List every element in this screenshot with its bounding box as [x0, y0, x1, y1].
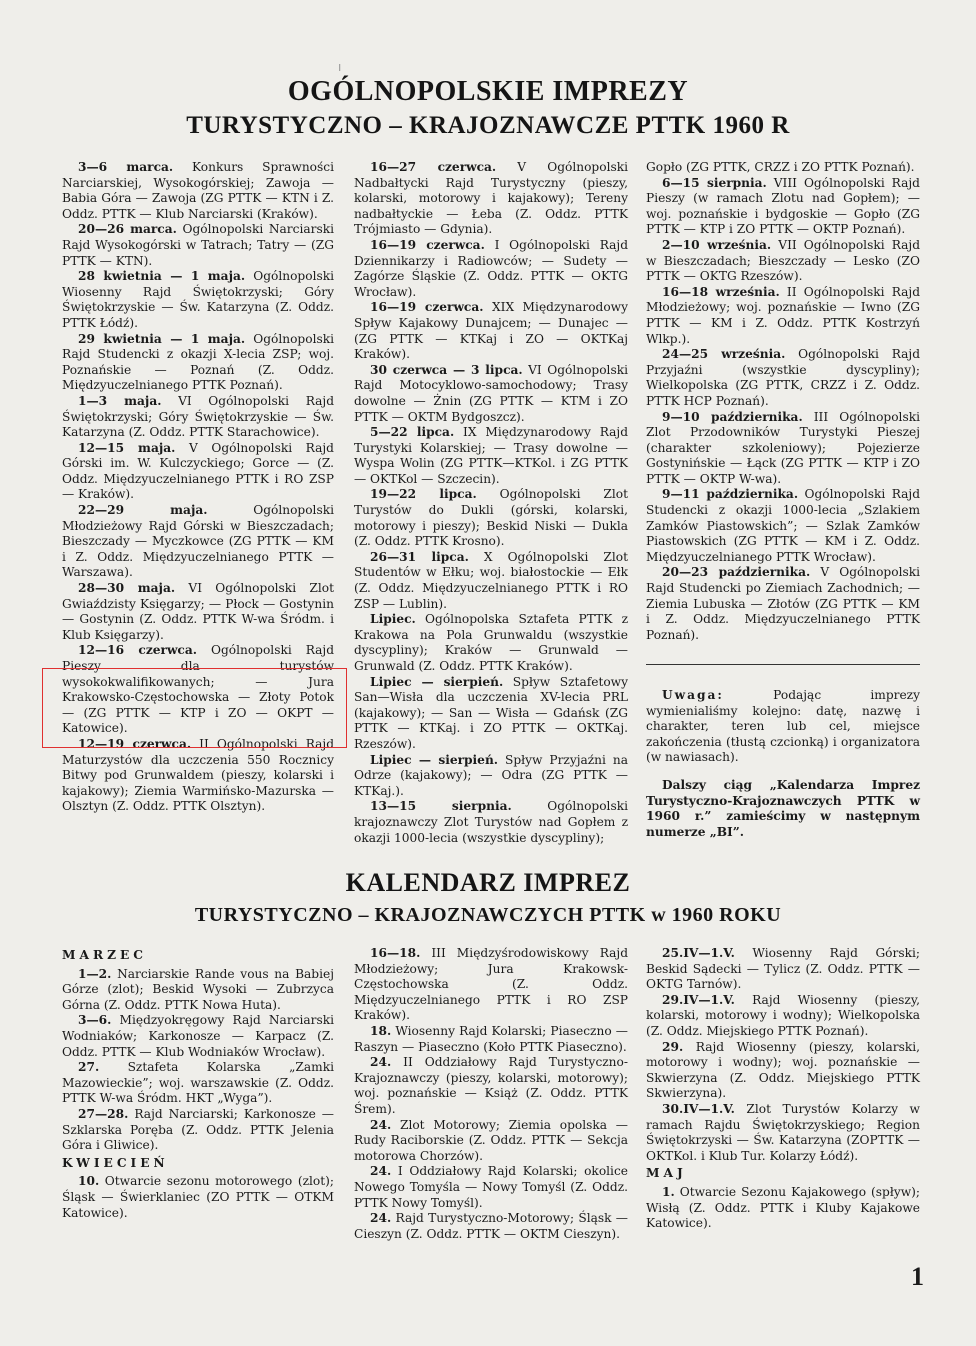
calendar-entry	[354, 425, 628, 487]
entry-text: II Ogólnopolski Rajd Młodzieżowy; woj. poznańskie — Iwno (ZG PTTK — KM i Z. Oddz. PTTK Kostrzyń Wlkp.).	[646, 284, 921, 346]
calendar-entry	[354, 612, 628, 674]
calendar-entry	[354, 550, 628, 612]
entry-date: 29 kwietnia — 1 maja.	[78, 331, 246, 346]
calendar-entry	[354, 1024, 628, 1055]
entry-text: III Ogólnopolski Zlot Przodowników Turystyki Pieszej (charakter szkoleniowy); Pojezierze Gostynińskie — Łąck (ZG PTTK — KTP i ZO PTTK — OKTP W-wa).	[646, 409, 920, 486]
calendar-entry	[646, 487, 920, 565]
entry-date: 19—22 lipca.	[370, 487, 477, 502]
entry-text: Narciarskie Rande vous na Babiej Górze (zlot); Beskid Wysoki — Zubrzyca Górna (Z. Oddz. PTTK Nowa Huta).	[62, 966, 334, 1012]
entry-date: 3—6 marca.	[78, 160, 174, 174]
entry-text: Ogólnopolski Rajd Przyjaźni (wszystkie dyscypliny); Wielkopolska (ZG PTTK, CRZZ i Z. Oddz. PTTK HCP Poznań).	[646, 347, 920, 408]
calendar-entry	[646, 347, 920, 409]
entry-date: 9—11 października.	[662, 487, 799, 502]
calendar-entry	[62, 222, 334, 269]
entry-date: Lipiec.	[370, 612, 416, 627]
highlight-box	[42, 668, 347, 748]
entry-text: XIX Międzynarodowy Spływ Kajakowy Dunajcem; — Dunajec — (ZG PTTK — KTKaj i ZO — OKTKaj Kraków).	[354, 300, 628, 362]
entry-date: 16—27 czerwca.	[370, 160, 497, 174]
calendar-entry	[646, 1040, 920, 1102]
section2-column-3	[646, 946, 920, 1232]
entry-date: 16—19 czerwca.	[370, 237, 485, 252]
entry-date: 22—29 maja.	[78, 503, 208, 518]
calendar-entry	[646, 176, 920, 238]
calendar-entry	[354, 238, 628, 300]
calendar-entry	[646, 1102, 920, 1164]
entry-date: 1—2.	[78, 966, 112, 981]
calendar-entry	[62, 581, 334, 643]
entry-text: I Ogólnopolski Rajd Dziennikarzy i Radiowców; — Sudety — Zagórze Śląskie (Z. Oddz. PTTK — OKTG Wrocław).	[354, 237, 629, 299]
continuation-note: Dalszy ciąg „Kalendarza Imprez Turystyczno-Krajoznawczych PTTK w 1960 r.” zamieścimy w następnym numerze „BI”.	[646, 777, 920, 839]
entry-date: 2—10 września.	[662, 237, 772, 252]
entry-date: 30.IV—1.V.	[662, 1101, 735, 1116]
calendar-entry	[62, 269, 334, 331]
scan-mark: ı	[338, 60, 342, 74]
entry-date: 28 kwietnia — 1 maja.	[78, 269, 246, 284]
entry-text: VI Ogólnopolski Zlot Gwiaździsty Księgarzy; — Płock — Gostynin — Gostynin (Z. Oddz. PTTK W-wa Śródm. i Klub Księgarzy).	[62, 581, 334, 642]
entry-text: Rajd Narciarski; Karkonosze — Szklarska Poręba (Z. Oddz. PTTK Jelenia Góra i Gliwice).	[62, 1106, 334, 1153]
calendar-entry	[354, 946, 628, 1024]
calendar-entry	[62, 394, 334, 441]
entry-text: III Międzyśrodowiskowy Rajd Młodzieżowy; Jura Krakowsk-Częstochowska (Z. Oddz. Międzyuczelnianego PTTK i RO ZSP Kraków).	[354, 946, 628, 1023]
page-number: 1	[911, 1262, 924, 1291]
calendar-entry	[62, 332, 334, 394]
calendar-entry	[646, 285, 920, 347]
entry-date: Lipiec — sierpień.	[370, 674, 504, 689]
calendar-entry	[646, 1185, 920, 1232]
column-divider-rule	[646, 664, 920, 665]
entry-text: Wiosenny Rajd Kolarski; Piaseczno — Raszyn — Piaseczno (Koło PTTK Piaseczno).	[354, 1023, 628, 1054]
entry-date: 20—26 marca.	[78, 222, 177, 237]
calendar-entry	[354, 1164, 628, 1211]
entry-date: 26—31 lipca.	[370, 549, 469, 564]
calendar-entry	[62, 1174, 334, 1221]
calendar-entry	[646, 993, 920, 1040]
section1-column-3	[646, 160, 920, 643]
entry-date: 9—10 października.	[662, 409, 803, 424]
entry-text: VII Ogólnopolski Rajd w Bieszczadach; Bieszczady — Lesko (ZO PTTK — OKTG Rzeszów).	[646, 237, 921, 284]
entry-text: Ogólnopolski Rajd Studencki z okazji X-lecia ZSP; woj. Poznańskie — Poznań (Z. Oddz. Międzyuczelnianego PTTK Poznań).	[62, 331, 334, 393]
entry-date: 25.IV—1.V.	[662, 946, 735, 960]
calendar-entry	[354, 487, 628, 549]
note-text: Podając imprezy wymienialiśmy kolejno: datę, nazwę i charakter, teren lub cel, miejsce zakończenia (tłustą czcionką) i organizatora (w nawiasach).	[646, 688, 920, 765]
entry-text: Gopło (ZG PTTK, CRZZ i ZO PTTK Poznań).	[646, 160, 915, 174]
entry-text: IX Międzynarodowy Rajd Turystyki Kolarskiej; — Trasy dowolne — Wyspa Wolin (ZG PTTK—KTKol. i ZG PTTK — OKTKol — Szczecin).	[354, 425, 628, 486]
calendar-entry	[646, 160, 920, 176]
entry-text: Ogólnopolska Sztafeta PTTK z Krakowa na Pola Grunwaldu (wszystkie dyscypliny); Kraków — Grunwald — Grunwald (Z. Oddz. PTTK Kraków).	[354, 612, 628, 673]
entry-date: 12—16 czerwca.	[78, 643, 197, 658]
entry-date: 1—3 maja.	[78, 393, 162, 408]
entry-date: 3—6.	[78, 1013, 112, 1028]
entry-date: 10.	[78, 1174, 100, 1189]
calendar-entry	[354, 1118, 628, 1165]
entry-text: II Oddziałowy Rajd Turystyczno-Krajoznawczy (pieszy, kolarski, motorowy); woj. poznańskie — Książ (Z. Oddz. PTTK Śrem).	[354, 1055, 628, 1116]
calendar-entry	[646, 565, 920, 643]
calendar-entry	[62, 1060, 334, 1107]
entry-text: Ogólnopolski Wiosenny Rajd Świętokrzyski; Góry Świętokrzyskie — Św. Katarzyna (Z. Oddz. PTTK Łódź).	[62, 269, 334, 330]
entry-text: Ogólnopolski Rajd Studencki z okazji 1000-lecia „Szlakiem Zamków Piastowskich”; — Szlak Zamków Piastowskich (ZG PTTK — KM i Z. Oddz. Międzyuczelnianego PTTK Wrocław).	[646, 487, 920, 564]
entry-date: 29.	[662, 1039, 684, 1054]
calendar-entry	[62, 737, 334, 815]
entry-text: Zlot Turystów Kolarzy w ramach Rajdu Świętokrzyskiego; Region Świętokrzyski — Św. Katarzyna (ZOPTTK — OKTKol. i Klub Tur. Kolarzy Łódź).	[646, 1101, 920, 1163]
entry-text: Ogólnopolski Zlot Turystów do Dukli (górski, kolarski, motorowy i pieszy); Beskid Niski — Dukla (Z. Oddz. PTTK Krosno).	[354, 487, 628, 549]
entry-text: VI Ogólnopolski Rajd Świętokrzyski; Góry Świętokrzyskie — Św. Katarzyna (Z. Oddz. PTTK Starachowice).	[62, 393, 334, 440]
calendar-entry	[354, 1055, 628, 1117]
entry-date: 24.	[370, 1117, 392, 1132]
calendar-entry	[354, 675, 628, 753]
calendar-entry	[646, 238, 920, 285]
entry-text: Rajd Wiosenny (pieszy, kolarski, motorowy i wodny); woj. poznańskie — Skwierzyna (Z. Oddz. Miejskiego PTTK Skwierzyna).	[646, 1039, 920, 1101]
entry-date: 24.	[370, 1164, 392, 1179]
entry-text: Ogólnopolski Młodzieżowy Rajd Górski w Bieszczadach; Bieszczady — Myczkowce (ZG PTTK — KM i Z. Oddz. Międzyuczelnianego PTTK — Warszawa).	[62, 503, 334, 580]
entry-text: Ogólnopolski Narciarski Rajd Wysokogórski w Tatrach; Tatry — (ZG PTTK — KTN).	[62, 222, 334, 268]
entry-text: Rajd Wiosenny (pieszy, kolarski, motorowy i wodny); Wielkopolska (Z. Oddz. Miejskiego PTTK Poznań).	[646, 992, 920, 1038]
entry-date: 18.	[370, 1023, 392, 1038]
entry-date: 12—19 czerwca.	[78, 736, 192, 751]
calendar-entry	[62, 441, 334, 503]
section2-column-1	[62, 946, 334, 1221]
entry-date: 16—19 czerwca.	[370, 300, 484, 315]
header2-line2: TURYSTYCZNO – KRAJOZNAWCZYCH PTTK w 1960 ROKU	[194, 904, 782, 926]
entry-date: 5—22 lipca.	[370, 425, 455, 440]
entry-date: 30 czerwca — 3 lipca.	[370, 362, 523, 377]
entry-text: Sztafeta Kolarska „Zamki Mazowieckie”; woj. warszawskie (Z. Oddz. PTTK W-wa Śródm. HKT „Wyga”).	[62, 1060, 334, 1106]
entry-date: 12—15 maja.	[78, 440, 176, 455]
entry-date: 29.IV—1.V.	[662, 992, 735, 1007]
entry-date: 24.	[370, 1211, 392, 1226]
entry-text: V Ogólnopolski Rajd Górski im. W. Kulczyckiego; Gorce — (Z. Oddz. Międzyuczelnianego PTTK i RO ZSP — Kraków).	[62, 440, 334, 502]
calendar-entry	[62, 1013, 334, 1060]
entry-text: V Ogólnopolski Rajd Studencki po Ziemiach Zachodnich; — Ziemia Lubuska — Złotów (ZG PTTK — KM i Z. Oddz. Międzyuczelnianego PTTK Poznań).	[646, 565, 921, 642]
calendar-entry	[646, 410, 920, 488]
entry-date: 27.	[78, 1060, 100, 1075]
calendar-entry	[62, 967, 334, 1014]
calendar-entry	[354, 160, 628, 238]
entry-date: 20—23 października.	[662, 565, 811, 580]
entry-date: 27—28.	[78, 1106, 129, 1121]
calendar-entry	[354, 753, 628, 800]
entry-date: 24—25 września.	[662, 347, 786, 362]
calendar-entry	[62, 503, 334, 581]
calendar-entry	[354, 300, 628, 362]
entry-date: 6—15 sierpnia.	[662, 175, 767, 190]
month-heading-kwiecien: KWIECIEŃ	[62, 1155, 169, 1170]
entry-text: Ogólnopolski Rajd Pieszy dla turystów wysokokwalifikowanych; — Jura Krakowsko-Częstochowska — Złoty Potok — (ZG PTTK — KTP i ZO — OKPT — Katowice).	[62, 643, 334, 736]
calendar-entry	[354, 363, 628, 425]
month-heading-marzec: MARZEC	[62, 948, 147, 962]
entry-text: Otwarcie sezonu motorowego (zlot); Śląsk — Świerklaniec (ZO PTTK — OTKM Katowice).	[62, 1174, 334, 1220]
calendar-entry	[62, 160, 334, 222]
section1-column-2	[354, 160, 628, 846]
entry-date: 16—18.	[370, 946, 421, 960]
entry-text: Międzyokręgowy Rajd Narciarski Wodniaków; Karkonosze — Karpacz (Z. Oddz. PTTK — Klub Wodniaków Wrocław).	[62, 1013, 334, 1059]
month-heading-maj: MAJ	[646, 1166, 687, 1181]
entry-text: Zlot Motorowy; Ziemia opolska — Rudy Raciborskie (Z. Oddz. PTTK — Sekcja motorowa Chorzów).	[354, 1117, 628, 1163]
entry-text: VI Ogólnopolski Rajd Motocyklowo-samochodowy; Trasy dowolne — Żnin (ZG PTTK — KTM i ZO PTTK — OKTM Bydgoszcz).	[354, 362, 628, 424]
entry-date: Lipiec — sierpień.	[370, 752, 499, 767]
entry-text: Ogólnopolski krajoznawczy Zlot Turystów nad Gopłem z okazji 1000-lecia (wszystkie dyscypliny);	[354, 799, 628, 845]
calendar-entry	[354, 1211, 628, 1242]
calendar-entry	[646, 946, 920, 993]
header2-line1: KALENDARZ IMPREZ	[345, 868, 631, 897]
entry-text: VIII Ogólnopolski Rajd Pieszy (w ramach Zlotu nad Gopłem); — woj. poznańskie i bydgoskie — Gopło (ZG PTTK — KTP i ZO PTTK — OKTP Poznań).	[646, 175, 920, 237]
entry-text: Wiosenny Rajd Górski; Beskid Sądecki — Tylicz (Z. Oddz. PTTK — OKTG Tarnów).	[646, 946, 920, 992]
section2-column-2	[354, 946, 628, 1242]
entry-date: 24.	[370, 1055, 392, 1070]
entry-text: Spływ Sztafetowy San—Wisła dla uczczenia XV-lecia PRL (kajakowy); — San — Wisła — Gdańsk (ZG PTTK — KTKaj. i ZO PTTK — OKTKaj. Rzeszów).	[354, 674, 628, 751]
entry-text: II Ogólnopolski Rajd Maturzystów dla uczczenia 550 Rocznicy Bitwy pod Grunwaldem (pieszy, kolarski i kajakowy); Ziemia Warmińsko-Mazurska — Olsztyn (Z. Oddz. PTTK Olsztyn).	[62, 736, 335, 814]
entry-text: V Ogólnopolski Nadbałtycki Rajd Turystyczny (pieszy, kolarski, motorowy i kajakowy); Tereny nadbałtyckie — Łeba (Z. Oddz. PTTK Trójmiasto — Gdynia).	[354, 160, 629, 237]
entry-date: 13—15 sierpnia.	[370, 799, 512, 814]
entry-date: 28—30 maja.	[78, 581, 176, 596]
entry-date: 16—18 września.	[662, 284, 780, 299]
header1-line2: TURYSTYCZNO – KRAJOZNAWCZE PTTK 1960 R	[186, 112, 790, 139]
entry-text: Konkurs Sprawności Narciarskiej, Wysokogórskiej; Zawoja — Babia Góra — Zawoja (ZG PTTK — KTN i Z. Oddz. PTTK — Klub Narciarski (Kraków).	[62, 160, 334, 221]
note-label: Uwaga:	[662, 688, 724, 702]
entry-text: I Oddziałowy Rajd Kolarski; okolice Nowego Tomyśla — Nowy Tomyśl (Z. Oddz. PTTK Nowy Tomyśl).	[354, 1164, 628, 1210]
editorial-note	[646, 688, 920, 840]
entry-text: Spływ Przyjaźni na Odrze (kajakowy); — Odra (ZG PTTK — KTKaj.).	[354, 752, 629, 798]
entry-text: Rajd Turystyczno-Motorowy; Śląsk — Cieszyn (Z. Oddz. PTTK — OKTM Cieszyn).	[354, 1211, 628, 1241]
calendar-entry	[62, 1107, 334, 1154]
calendar-entry	[354, 799, 628, 846]
header1-line1: OGÓLNOPOLSKIE IMPREZY	[287, 76, 689, 107]
entry-text: Otwarcie Sezonu Kajakowego (spływ); Wisłą (Z. Oddz. PTTK i Kluby Kajakowe Katowice).	[646, 1184, 920, 1231]
entry-date: 1.	[662, 1184, 675, 1199]
entry-text: X Ogólnopolski Zlot Studentów w Ełku; woj. białostockie — Ełk (Z. Oddz. Międzyuczelnianego PTTK i RO ZSP — Lublin).	[354, 549, 628, 611]
